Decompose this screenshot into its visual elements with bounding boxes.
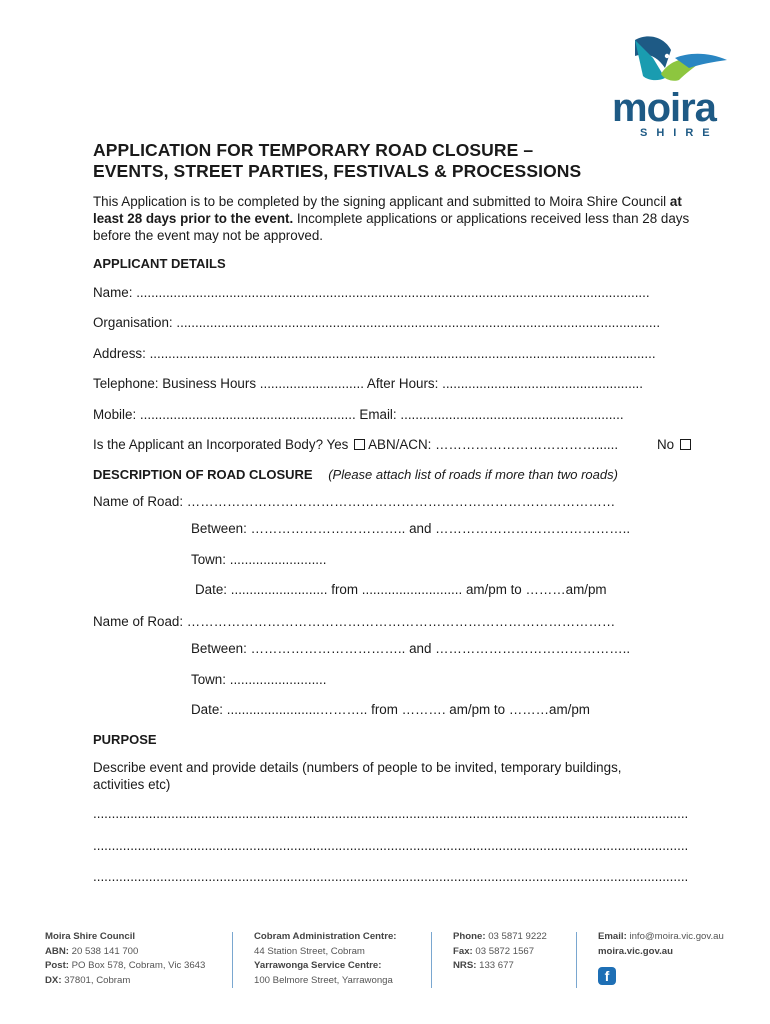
intro-paragraph: This Application is to be completed by the signing applicant and submitted to Moira Shire Council at least 28 days prior to the event. Incomplete applications or applications received less than 28 days before the event may not be approved. [93, 194, 690, 243]
purpose-line-3[interactable]: ................................................................................................................................................................ [93, 869, 689, 884]
road-1-town-row [191, 552, 326, 567]
abn-label: ABN/ACN: [368, 437, 432, 452]
road-2-ampm-to: am/pm to [449, 702, 506, 717]
mobile-field[interactable]: .......................................................... [139, 407, 356, 422]
no-option [657, 437, 691, 452]
road-2-town-label: Town: [191, 672, 226, 687]
address-label: Address: [93, 346, 146, 361]
organisation-field[interactable]: .................................................................................................................................. [176, 315, 661, 330]
road-1-town-field[interactable]: .......................... [229, 552, 327, 567]
road-1-name-field[interactable]: …………………………………………………………………………………… [186, 494, 616, 509]
road-2-name-row [93, 614, 615, 629]
name-field[interactable]: .......................................................................................................................................... [136, 285, 650, 300]
road-1-to-field[interactable]: ……… [525, 582, 566, 597]
telephone-row [93, 376, 643, 391]
road-1-date-row [195, 582, 607, 597]
name-label: Name: [93, 285, 133, 300]
yes-checkbox[interactable] [354, 439, 365, 450]
page-footer [45, 930, 745, 995]
road-closure-heading: DESCRIPTION OF ROAD CLOSURE (Please attach list of roads if more than two roads) [93, 467, 618, 482]
footer-nrs: 133 677 [479, 960, 514, 971]
road-2-ampm: am/pm [549, 702, 590, 717]
road-2-name-field[interactable]: …………………………………………………………………………………… [186, 614, 616, 629]
footer-divider [232, 932, 233, 988]
road-1-from-label: from [331, 582, 359, 597]
no-checkbox[interactable] [680, 439, 691, 450]
address-field[interactable]: ........................................................................................................................................ [149, 346, 656, 361]
name-row [93, 285, 650, 300]
address-row [93, 346, 656, 361]
after-hours-field[interactable]: ...................................................... [442, 376, 643, 391]
road-1-town-label: Town: [191, 552, 226, 567]
road-1-ampm: am/pm [565, 582, 607, 597]
facebook-icon[interactable]: f [598, 967, 616, 985]
road-1-date-label: Date: [195, 582, 228, 597]
road-1-from-field[interactable]: ........................... [361, 582, 463, 597]
organisation-label: Organisation: [93, 315, 173, 330]
footer-yarrawonga-address: 100 Belmore Street, Yarrawonga [254, 974, 393, 986]
logo-subtitle: SHIRE [640, 127, 719, 139]
incorporated-row [93, 437, 618, 452]
mobile-row [93, 407, 624, 422]
footer-website[interactable]: moira.vic.gov.au [598, 945, 673, 957]
form-title-line2: EVENTS, STREET PARTIES, FESTIVALS & PROCESSIONS [93, 161, 582, 181]
road-closure-note: (Please attach list of roads if more than two roads) [328, 467, 618, 482]
footer-council-col: Moira Shire Council ABN: 20 538 141 700 Post: PO Box 578, Cobram, Vic 3643 DX: 37801, Cobram [45, 931, 206, 986]
road-2-between-row [191, 641, 630, 656]
purpose-line-2[interactable]: ................................................................................................................................................................ [93, 838, 689, 853]
road-2-and-label: and [409, 641, 432, 656]
road-1-and-label: and [409, 521, 432, 536]
footer-web-col: Email: info@moira.vic.gov.au moira.vic.gov.au [598, 931, 724, 957]
footer-dx: 37801, Cobram [64, 974, 131, 986]
footer-fax: 03 5872 1567 [475, 945, 535, 957]
road-1-date-field[interactable]: .......................... [230, 582, 328, 597]
footer-phone: 03 5871 9222 [488, 931, 547, 942]
road-1-and-field[interactable]: …………………………………….. [435, 521, 631, 536]
no-label: No [657, 437, 675, 452]
footer-contact-col: Phone: 03 5871 9222 Fax: 03 5872 1567 NRS: 133 677 [453, 931, 547, 971]
logo-wordmark: moira [612, 86, 716, 130]
road-2-from-field[interactable]: ………. [401, 702, 446, 717]
road-1-between-label: Between: [191, 521, 247, 536]
purpose-heading: PURPOSE [93, 732, 157, 747]
road-2-to-field[interactable]: ……… [508, 702, 549, 717]
applicant-details-heading: APPLICANT DETAILS [93, 256, 226, 271]
road-1-ampm-to: am/pm to [465, 582, 522, 597]
road-2-date-row [191, 702, 590, 717]
purpose-description: Describe event and provide details (numbers of people to be invited, temporary buildings, activities etc) [93, 760, 622, 792]
road-2-date-label: Date: [191, 702, 224, 717]
footer-email[interactable]: info@moira.vic.gov.au [629, 931, 724, 942]
form-title-line1: APPLICATION FOR TEMPORARY ROAD CLOSURE – [93, 140, 534, 160]
road-2-from-label: from [371, 702, 398, 717]
organisation-row [93, 315, 660, 330]
road-2-label: Name of Road: [93, 614, 184, 629]
road-1-name-row [93, 494, 615, 509]
footer-cobram-address: 44 Station Street, Cobram [254, 945, 365, 957]
email-field[interactable]: ............................................................ [400, 407, 624, 422]
footer-divider [431, 932, 432, 988]
business-hours-label: Telephone: Business Hours [93, 376, 257, 391]
mobile-label: Mobile: [93, 407, 137, 422]
road-2-between-field[interactable]: …………………………….. [250, 641, 406, 656]
road-2-town-field[interactable]: .......................... [229, 672, 327, 687]
road-2-between-label: Between: [191, 641, 247, 656]
business-hours-field[interactable]: ............................ [259, 376, 364, 391]
footer-abn: 20 538 141 700 [71, 945, 139, 957]
abn-field[interactable]: ………………………………...... [435, 437, 619, 452]
footer-post: PO Box 578, Cobram, Vic 3643 [71, 960, 206, 971]
incorporated-label: Is the Applicant an Incorporated Body? [93, 437, 324, 452]
purpose-line-1[interactable]: ................................................................................................................................................................ [93, 806, 689, 821]
footer-yarrawonga-label: Yarrawonga Service Centre: [254, 960, 382, 971]
road-1-between-row [191, 521, 630, 536]
footer-offices-col [254, 930, 397, 988]
footer-divider [576, 932, 577, 988]
email-label: Email: [359, 407, 397, 422]
footer-council-name: Moira Shire Council [45, 931, 136, 942]
road-2-and-field[interactable]: …………………………………….. [435, 641, 631, 656]
road-1-label: Name of Road: [93, 494, 184, 509]
after-hours-label: After Hours: [366, 376, 439, 391]
footer-cobram-label: Cobram Administration Centre: [254, 931, 397, 942]
road-2-date-field[interactable]: .........................……….. [226, 702, 368, 717]
road-2-town-row [191, 672, 326, 687]
road-1-between-field[interactable]: …………………………….. [250, 521, 406, 536]
yes-label: Yes [326, 437, 349, 452]
